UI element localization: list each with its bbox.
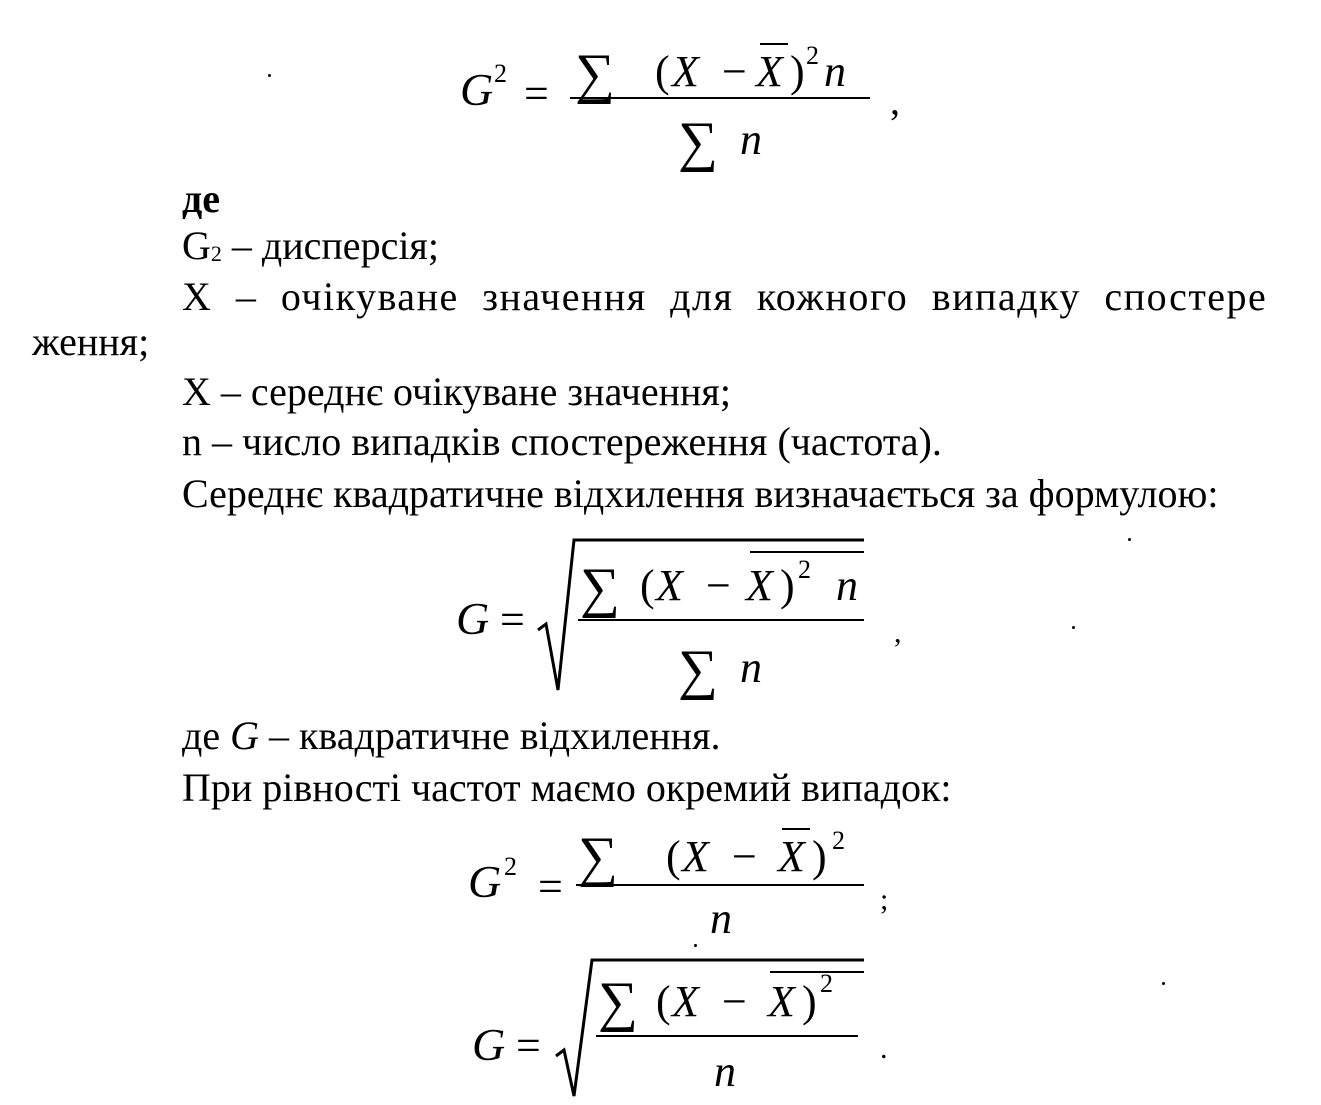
num-xbar: X bbox=[768, 977, 795, 1026]
g2-definition-text: – дисперсія; bbox=[221, 223, 439, 268]
num-sup: 2 bbox=[820, 969, 833, 998]
num-xbar: X bbox=[746, 561, 773, 610]
num-sum: ∑ bbox=[575, 43, 615, 105]
den-sum: ∑ bbox=[678, 639, 718, 701]
scan-speck bbox=[1072, 626, 1075, 629]
g-definition bbox=[182, 712, 720, 760]
equals: = bbox=[500, 595, 525, 644]
g-definition-rest: – квадратичне відхилення. bbox=[259, 713, 721, 758]
num-close: ) bbox=[812, 832, 827, 881]
num-x: X bbox=[672, 977, 699, 1026]
xbar-definition: X – середнє очікуване значення; bbox=[182, 369, 731, 414]
den-sum: ∑ bbox=[678, 111, 718, 173]
num-minus: − bbox=[706, 561, 731, 610]
lhs: G bbox=[468, 856, 502, 907]
num-open: ( bbox=[666, 832, 681, 881]
g2-subscript: 2 bbox=[210, 241, 222, 266]
variance-definition bbox=[182, 222, 439, 276]
punct: ; bbox=[880, 883, 889, 916]
den-n: n bbox=[740, 115, 762, 164]
lhs-sup: 2 bbox=[494, 59, 507, 88]
scan-speck bbox=[1162, 982, 1165, 985]
lhs: G bbox=[460, 64, 494, 115]
num-sum: ∑ bbox=[598, 971, 638, 1033]
punct: , bbox=[894, 616, 902, 649]
den-n: n bbox=[714, 1047, 736, 1096]
num-xbar: X bbox=[778, 832, 805, 881]
lhs: G bbox=[472, 1019, 506, 1070]
num-n: n bbox=[836, 561, 858, 610]
g-definition-symbol: G bbox=[230, 713, 259, 758]
num-close: ) bbox=[802, 977, 817, 1026]
num-n: n bbox=[824, 47, 846, 96]
equals: = bbox=[538, 862, 563, 911]
num-sup: 2 bbox=[832, 826, 845, 855]
scan-speck bbox=[268, 74, 271, 77]
punct: . bbox=[880, 1032, 888, 1065]
num-open: ( bbox=[656, 977, 671, 1026]
punct: , bbox=[890, 78, 900, 123]
g-definition-prefix: де bbox=[182, 713, 231, 758]
x-definition-line1: X – очікуване значення для кожного випадку спостере bbox=[182, 274, 1268, 319]
formula-stddev-weighted bbox=[450, 530, 930, 710]
lhs-sup: 2 bbox=[504, 852, 517, 881]
num-x: X bbox=[682, 832, 709, 881]
num-open: ( bbox=[640, 561, 655, 610]
formula-stddev-equal bbox=[466, 950, 936, 1100]
num-close: ) bbox=[790, 47, 805, 96]
num-close: ) bbox=[780, 561, 795, 610]
num-sum: ∑ bbox=[578, 826, 618, 888]
g2-symbol: G bbox=[182, 223, 211, 268]
equals: = bbox=[516, 1021, 541, 1070]
num-sum: ∑ bbox=[580, 557, 620, 619]
equal-frequency-intro: При рівності частот маємо окремий випадок: bbox=[182, 765, 952, 810]
num-sup: 2 bbox=[798, 555, 811, 584]
x-definition-line2: ження; bbox=[32, 319, 150, 364]
num-sup: 2 bbox=[806, 41, 819, 70]
formula-variance-equal bbox=[460, 815, 930, 955]
scan-speck bbox=[1128, 538, 1131, 541]
where-label: де bbox=[182, 176, 220, 221]
den-n: n bbox=[740, 643, 762, 692]
den-n: n bbox=[710, 894, 732, 943]
num-minus: − bbox=[722, 977, 747, 1026]
formula-variance-weighted bbox=[450, 20, 930, 190]
num-x: X bbox=[672, 47, 699, 96]
stddev-intro: Середнє квадратичне відхилення визначається за формулою: bbox=[182, 471, 1219, 516]
equals: = bbox=[524, 69, 549, 118]
num-xbar: X bbox=[756, 47, 783, 96]
num-minus: − bbox=[722, 47, 747, 96]
lhs: G bbox=[456, 593, 490, 644]
num-x: X bbox=[656, 561, 683, 610]
scan-speck bbox=[694, 944, 697, 947]
num-minus: − bbox=[732, 832, 757, 881]
n-definition: n – число випадків спостереження (частота). bbox=[182, 419, 942, 464]
num-open: ( bbox=[655, 47, 670, 96]
